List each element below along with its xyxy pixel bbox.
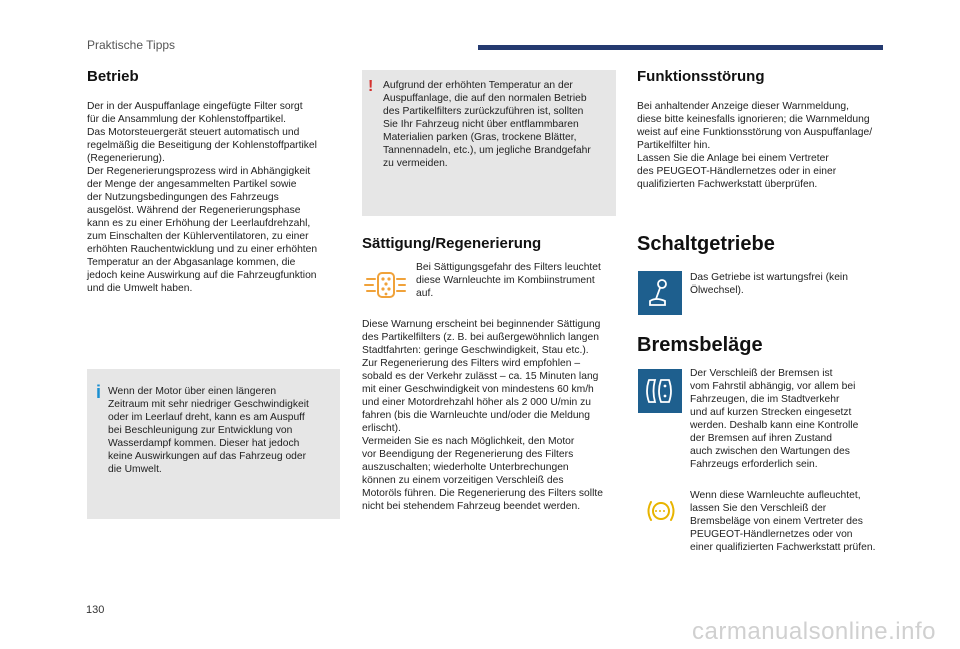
bremsbelaege-title: Bremsbeläge — [637, 334, 763, 356]
watermark: carmanualsonline.info — [692, 618, 936, 645]
header-accent-bar — [478, 45, 883, 50]
warning-box — [362, 70, 616, 216]
schaltgetriebe-text: Das Getriebe ist wartungsfrei (kein Ölwechsel). — [690, 272, 848, 296]
info-icon: i — [96, 382, 102, 402]
gear-lever-icon — [638, 271, 682, 315]
bremsbelaege-text: Der Verschleiß der Bremsen ist vom Fahrstil abhängig, vor allem bei Fahrzeugen, die im Stadtverkehr und auf kurzen Strecken eingesetzt werden. Deshalb kann eine Kontrolle der Bremsen auf ihren Zustand auch zwischen den Wartungen des Fahrzeugs erforderlich sein. — [690, 368, 859, 470]
funktionsstoerung-body: Bei anhaltender Anzeige dieser Warnmeldung, diese bitte keinesfalls ignorieren; die Warnmeldung weist auf eine Funktionsstörung von Auspuffanlage/ Partikelfilter hin. Lassen Sie die Anlage bei einem Vertreter des PEUGEOT-Händlernetzes oder in einer qualifizierten Fachwerkstatt überprüfen. — [637, 101, 873, 190]
info-box — [87, 369, 340, 519]
filter-icon-text: Bei Sättigungsgefahr des Filters leuchtet diese Warnleuchte im Kombiinstrument auf. — [416, 262, 601, 299]
warning-icon: ! — [368, 78, 374, 95]
section-header: Praktische Tipps — [87, 38, 176, 52]
brake-wear-warning-icon — [644, 496, 678, 526]
betrieb-body: Der in der Auspuffanlage eingefügte Filter sorgt für die Ansammlung der Kohlenstoffpartikel. Das Motorsteuergerät steuert automatisch und regelmäßig die Beseitigung der Kohlenstoffpartikel (Regenerierung). Der Regenerierungsprozess wird in Abhängigkeit der Menge der angesammelten Partikel sowie der Nutzungsbedingungen des Fahrzeugs ausgelöst. Während der Regenerierungsphase kann es zu einer Erhöhung der Leerlaufdrehzahl, zum Einschalten der Kühlerventilatoren, zu einer erhöhten Rauchentwicklung und zu einer erhöhten Temperatur an der Abgasanlage kommen, die jedoch keine Auswirkung auf die Fahrzeugfunktion und die Umwelt haben. — [87, 101, 318, 294]
info-box-text: Wenn der Motor über einen längeren Zeitraum mit sehr niedriger Geschwindigkeit oder im Leerlauf dreht, kann es am Auspuff bei Beschleunigung zur Entwicklung von Wasserdampf kommen. Dieser hat jedoch keine Auswirkungen auf das Fahrzeug oder die Umwelt. — [108, 386, 309, 475]
brake-pads-icon — [638, 369, 682, 413]
brake-warning-text: Wenn diese Warnleuchte aufleuchtet, lassen Sie den Verschleiß der Bremsbeläge von einem Vertreter des PEUGEOT-Händlernetzes oder von einer qualifizierten Fachwerkstatt prüfen. — [690, 490, 876, 553]
funktionsstoerung-title: Funktionsstörung — [637, 68, 765, 85]
betrieb-title: Betrieb — [87, 68, 139, 85]
particle-filter-warning-icon — [362, 265, 408, 305]
schaltgetriebe-title: Schaltgetriebe — [637, 233, 775, 255]
page-number: 130 — [86, 604, 105, 616]
saettigung-body: Diese Warnung erscheint bei beginnender Sättigung des Partikelfilters (z. B. bei außergewöhnlich langen Stadtfahrten: geringe Geschwindigkeit, Stau etc.). Zur Regenerierung des Filters wird empfohlen – sobald es der Verkehr zulässt – ca. 15 Minuten lang mit einer Geschwindigkeit von mindestens 60 km/h und einer Motordrehzahl höher als 2 000 U/min zu fahren (bis die Warnleuchte und/oder die Meldung erlischt). Vermeiden Sie es nach Möglichkeit, den Motor vor Beendigung der Regenerierung des Filters auszuschalten; wiederholte Unterbrechungen können zu einem vorzeitigen Verschleiß des Motoröls führen. Die Regenerierung des Filters sollte nicht bei stehendem Fahrzeug beendet werden. — [362, 319, 603, 512]
warning-box-text: Aufgrund der erhöhten Temperatur an der Auspuffanlage, die auf den normalen Betrieb des Partikelfilters zurückzuführen ist, sollten Sie Ihr Fahrzeug nicht über entflammbaren Materialien parken (Gras, trockene Blätter, Tannennadeln, etc.), um jegliche Brandgefahr zu vermeiden. — [383, 80, 591, 169]
saettigung-title: Sättigung/Regenerierung — [362, 235, 542, 252]
